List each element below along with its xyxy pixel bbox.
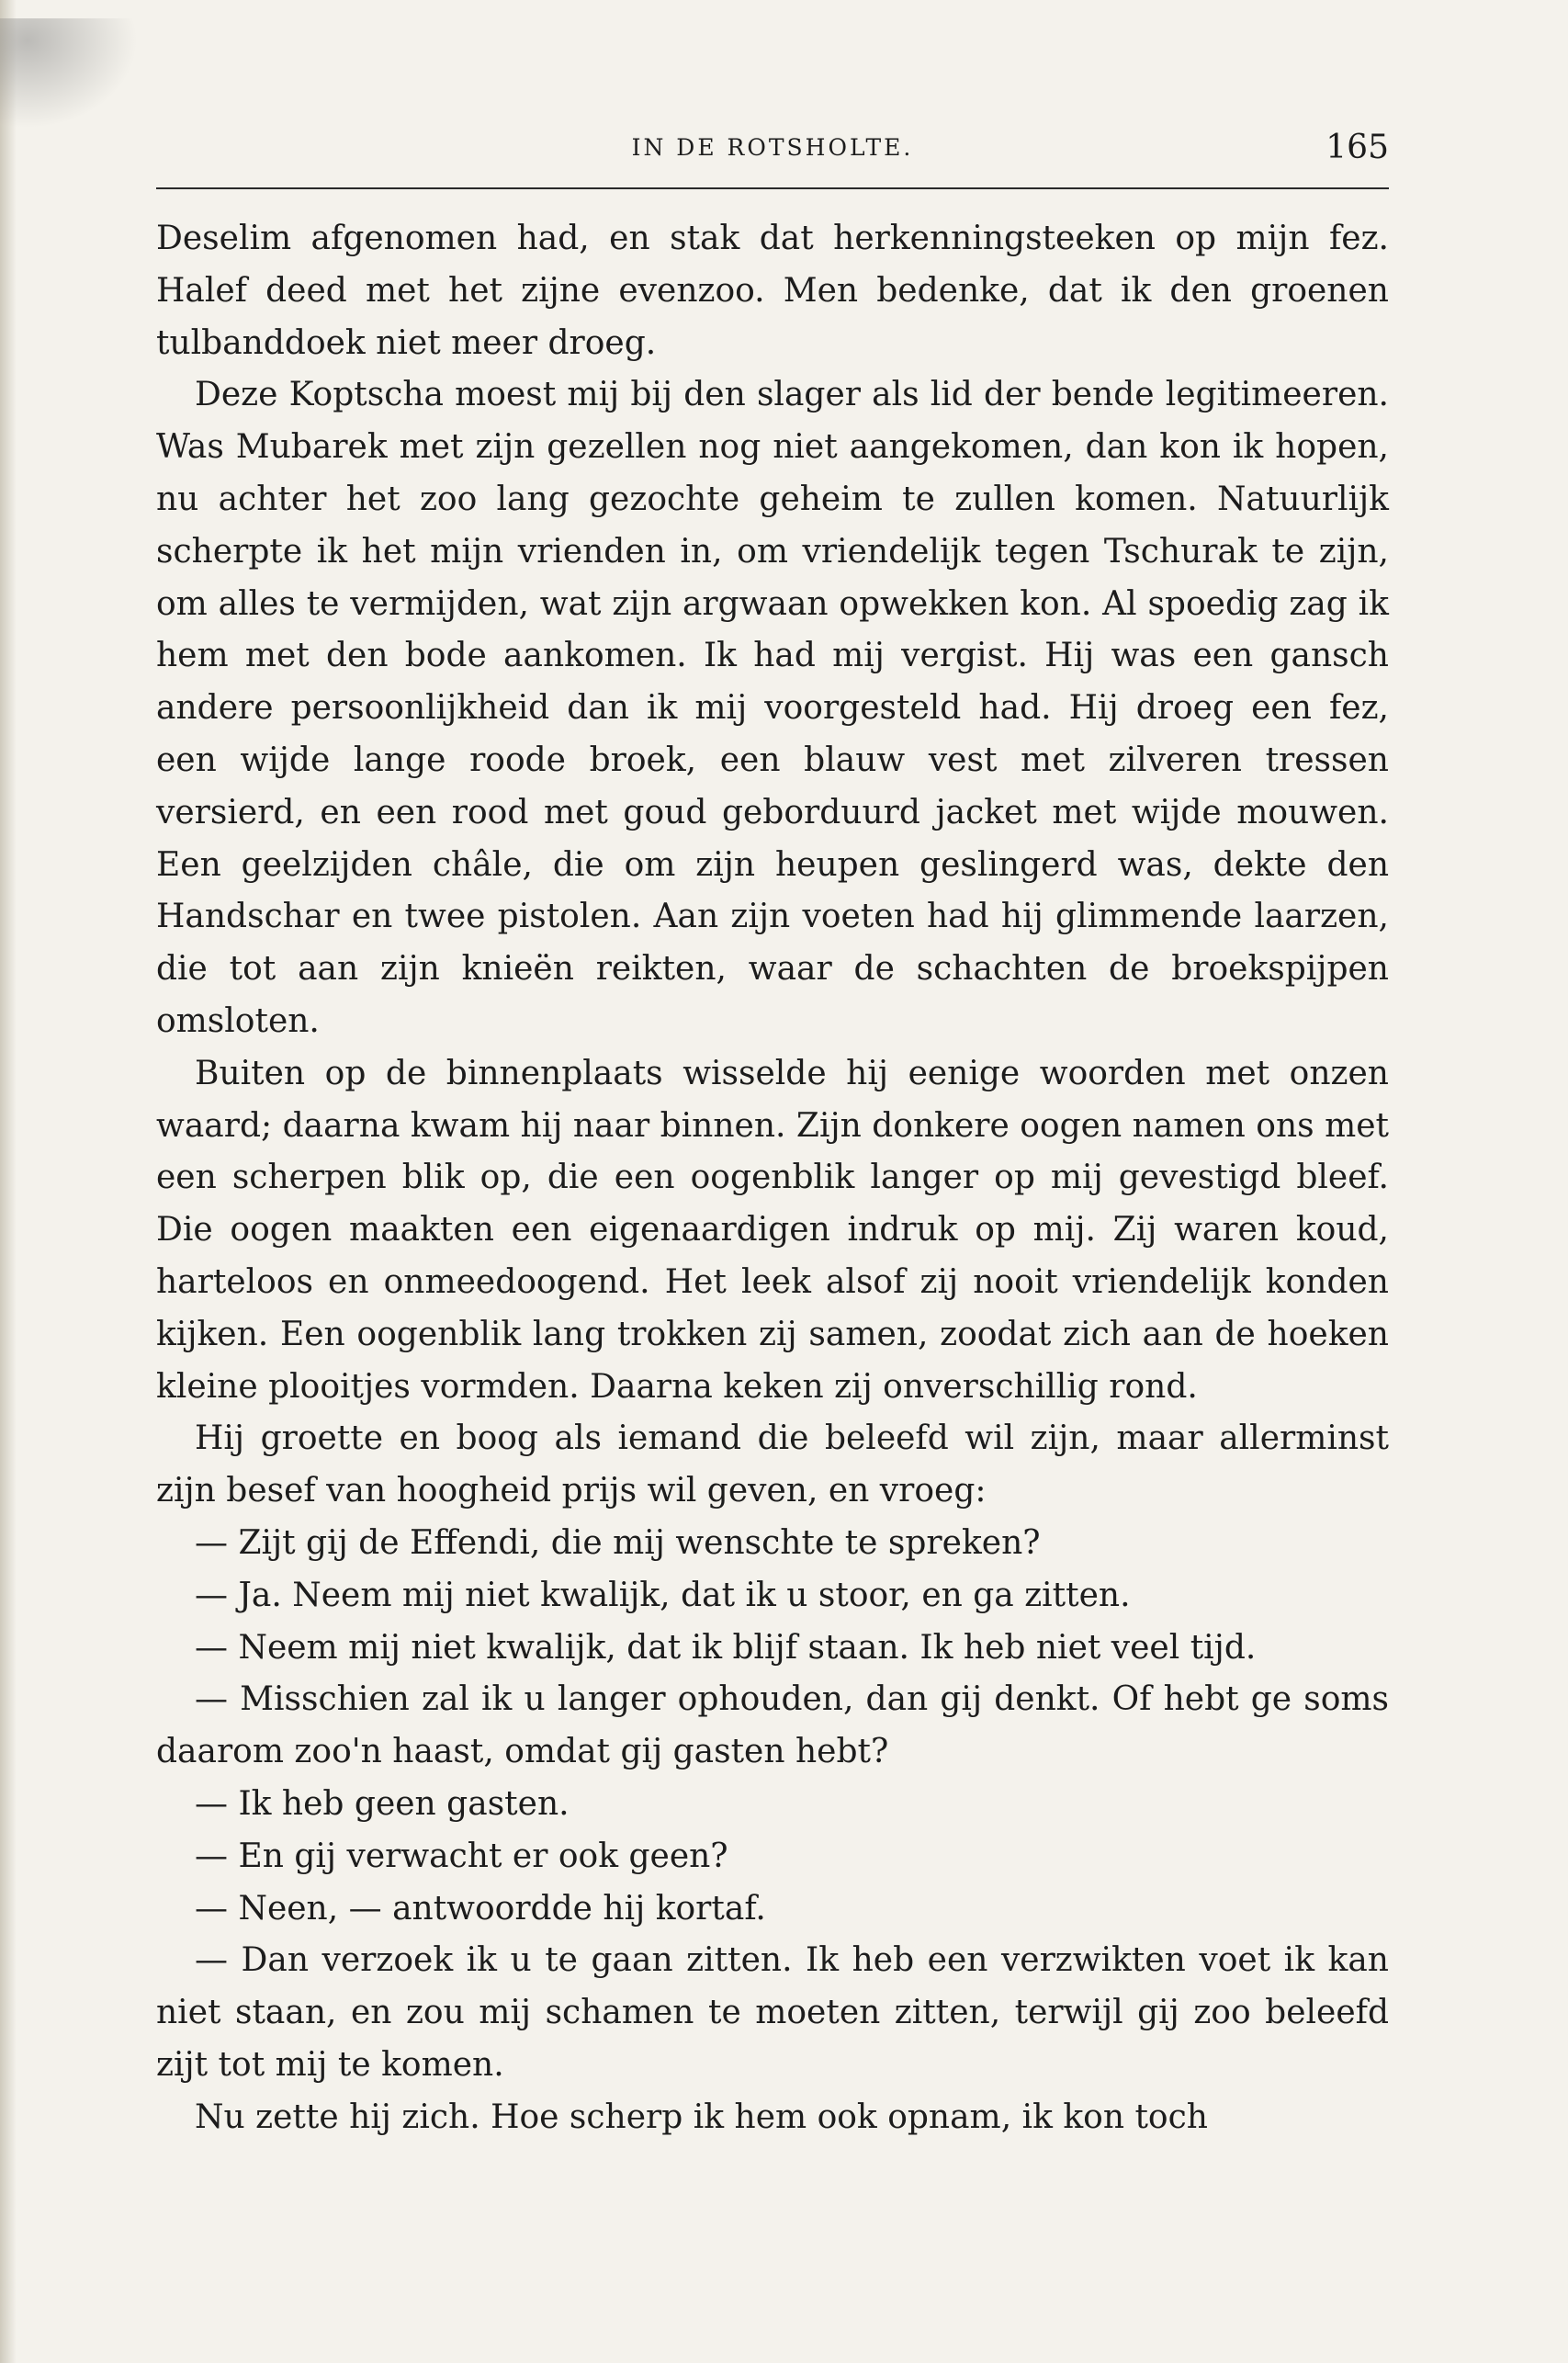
paragraph: Deze Koptscha moest mij bij den slager als lid der bende legitimeeren. Was Mubarek met zijn gezellen nog niet aangekomen, dan kon ik hopen, nu achter het zoo lang gezochte geheim te zullen komen. Natuurlijk scherpte ik het mijn vrienden in, om vriendelijk tegen Tschurak te zijn, om alles te vermijden, wat zijn argwaan opwekken kon. Al spoedig zag ik hem met den bode aankomen. Ik had mij vergist. Hij was een gansch andere persoonlijkheid dan ik mij voorgesteld had. Hij droeg een fez, een wijde lange roode broek, een blauw vest met zilveren tressen versierd, en een rood met goud geborduurd jacket met wijde mouwen. Een geelzijden châle, die om zijn heupen geslingerd was, dekte den Handschar en twee pistolen. Aan zijn voeten had hij glimmende laarzen, die tot aan zijn knieën reikten, waar de schachten de broekspijpen omsloten. (156, 376, 1389, 1040)
dialogue-line: — Neem mij niet kwalijk, dat ik blijf staan. Ik heb niet veel tijd. (195, 1628, 1257, 1667)
scan-corner-smudge (0, 18, 138, 129)
dialogue-line: — Ja. Neem mij niet kwalijk, dat ik u stoor, en ga zitten. (195, 1576, 1131, 1614)
paragraph: Hij groette en boog als iemand die beleefd wil zijn, maar allerminst zijn besef van hoogheid prijs wil geven, en vroeg: (156, 1419, 1389, 1510)
dialogue-line: — Zijt gij de Effendi, die mij wenschte te spreken? (195, 1523, 1041, 1562)
dialogue-line: — En gij verwacht er ook geen? (195, 1837, 728, 1875)
running-title: IN DE ROTSHOLTE. (631, 134, 914, 161)
running-header (156, 129, 1389, 176)
paragraph: Nu zette hij zich. Hoe scherp ik hem ook opnam, ik kon toch (195, 2097, 1208, 2136)
dialogue-line: — Ik heb geen gasten. (195, 1784, 570, 1823)
body-text (156, 213, 1389, 2143)
header-rule (156, 187, 1389, 189)
paragraph: Buiten op de binnenplaats wisselde hij eenige woorden met onzen waard; daarna kwam hij naar binnen. Zijn donkere oogen namen ons met een scherpen blik op, die een oogenblik langer op mij gevestigd bleef. Die oogen maakten een eigenaardigen indruk op mij. Zij waren koud, harteloos en onmeedoogend. Het leek alsof zij nooit vriendelijk konden kijken. Een oogenblik lang trokken zij samen, zoodat zich aan de hoeken kleine plooitjes vormden. Daarna keken zij onverschillig rond. (156, 1054, 1389, 1406)
scan-edge-shadow (0, 0, 17, 2363)
paragraph-continuation: Deselim afgenomen had, en stak dat herkenningsteeken op mijn fez. Halef deed met het zijne evenzoo. Men bedenke, dat ik den groenen tulbanddoek niet meer droeg. (156, 220, 1389, 362)
dialogue-line: — Neen, — antwoordde hij kortaf. (195, 1889, 766, 1928)
dialogue-line: — Misschien zal ik u langer ophouden, dan gij denkt. Of hebt ge soms daarom zoo'n haast, omdat gij gasten hebt? (156, 1680, 1389, 1771)
page-number: 165 (1325, 129, 1389, 166)
dialogue-line: — Dan verzoek ik u te gaan zitten. Ik heb een verzwikten voet ik kan niet staan, en zou mij schamen te moeten zitten, terwijl gij zoo beleefd zijt tot mij te komen. (156, 1941, 1389, 2084)
